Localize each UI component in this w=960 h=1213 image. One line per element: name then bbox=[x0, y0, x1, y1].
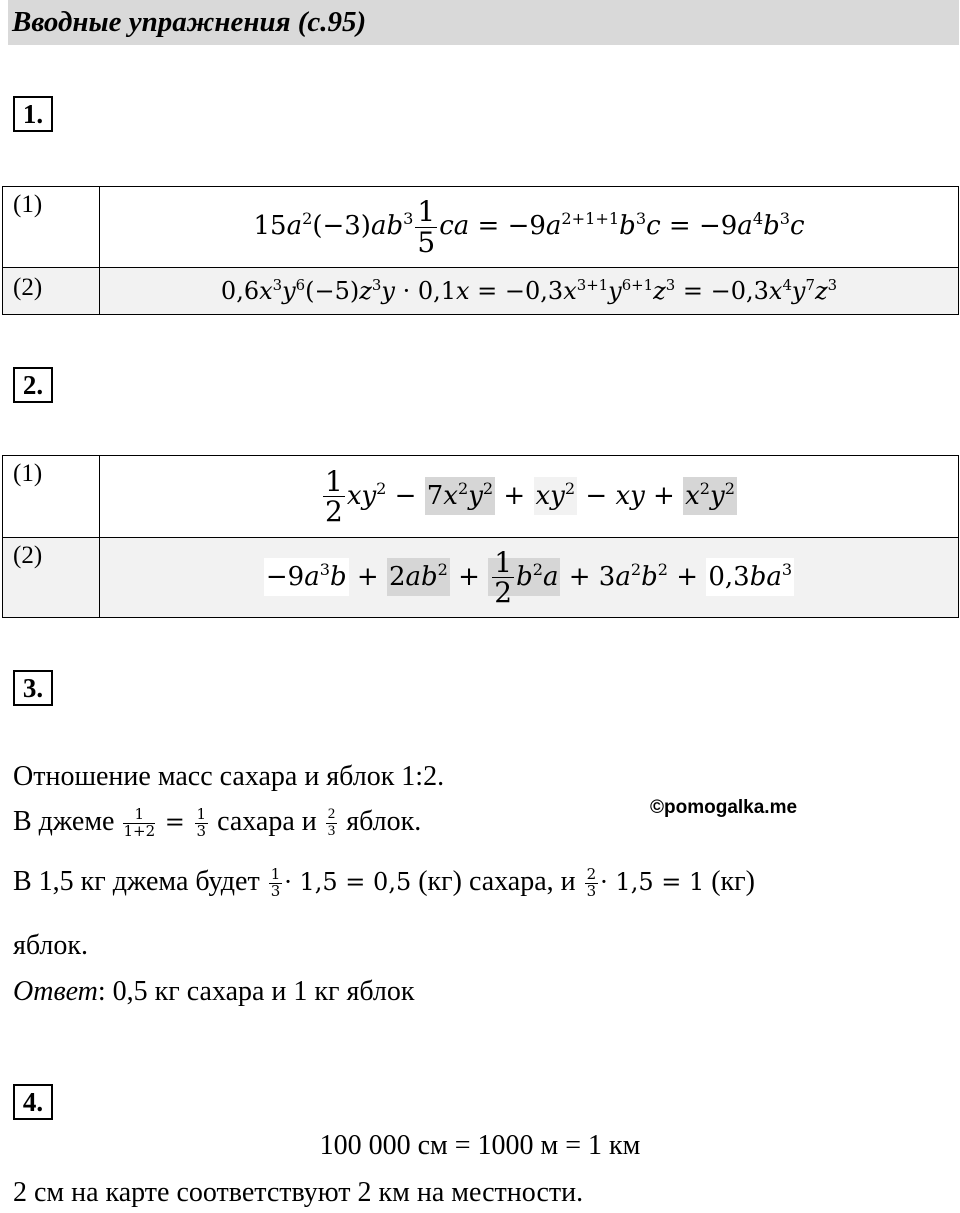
task3-line-4: яблок. bbox=[13, 930, 89, 961]
row-label: (2) bbox=[3, 268, 100, 315]
answer-label: Ответ bbox=[13, 976, 98, 1007]
task1-row-1 bbox=[3, 187, 959, 268]
task-number-1: 1. bbox=[13, 96, 53, 132]
text: (кг) сахара, и bbox=[418, 866, 576, 897]
text: (кг) bbox=[711, 866, 755, 897]
task2-expression-1: $\frac{1}{2}$ $xy^2 - 7x^2y^2 + xy^2$ − xy + $x^2y^2$ bbox=[100, 456, 959, 538]
task2-table bbox=[2, 455, 959, 618]
row-label: (1) bbox=[3, 187, 100, 268]
row-label: (1) bbox=[3, 456, 100, 538]
task3-line-2: В джеме $\frac{1}{1+2}$ = $\frac{1}{3}$ сахара и $\frac{2}{3}$ яблок. bbox=[13, 805, 422, 840]
task4-line-2: 2 см на карте соответствуют 2 км на местности. bbox=[13, 1177, 584, 1208]
task3-answer bbox=[13, 976, 415, 1008]
task1-expression-2: $0,6x^3y^6(-5)z^3y \cdot 0,1x = -0,3x^{3+1}y^{6+1}z^3 = -0,3x^4y^7z^3$ bbox=[100, 268, 959, 315]
text: В джеме bbox=[13, 806, 115, 837]
task3-line-3: В 1,5 кг джема будет $\frac{1}{3}$ · 1,5 = 0,5 (кг) сахара, и $\frac{2}{3}$ · 1,5 = 1 (кг) bbox=[13, 865, 755, 900]
task-number-2: 2. bbox=[13, 367, 53, 403]
task1-expression-1: $15a^2(-3)ab^3$ $\frac{1}{5}$ ca = $-9a^{2+1+1}b^3c = -9a^4b^3c$ bbox=[100, 187, 959, 268]
task1-row-2 bbox=[3, 268, 959, 315]
task1-table bbox=[2, 186, 959, 315]
text: сахара и bbox=[217, 806, 317, 837]
text: яблок. bbox=[346, 806, 422, 837]
task2-expression-2: $-9a^3b + 2ab^2$ + $\frac{1}{2}$ $b^2a + 3a^2b^2 + 0,3ba^3$ bbox=[100, 538, 959, 618]
watermark: ©pomogalka.me bbox=[650, 797, 798, 818]
answer-text: : 0,5 кг сахара и 1 кг яблок bbox=[97, 976, 415, 1007]
task2-row-2 bbox=[3, 538, 959, 618]
section-title: Вводные упражнения (с.95) bbox=[8, 0, 959, 45]
task-number-4: 4. bbox=[13, 1084, 53, 1120]
task2-row-1 bbox=[3, 456, 959, 538]
task3-line-1: Отношение масс сахара и яблок 1:2. bbox=[13, 761, 445, 792]
text: В 1,5 кг джема будет bbox=[13, 866, 260, 897]
task-number-3: 3. bbox=[13, 670, 53, 706]
task4-line-1: 100 000 см = 1000 м = 1 км bbox=[319, 1130, 641, 1161]
row-label: (2) bbox=[3, 538, 100, 618]
